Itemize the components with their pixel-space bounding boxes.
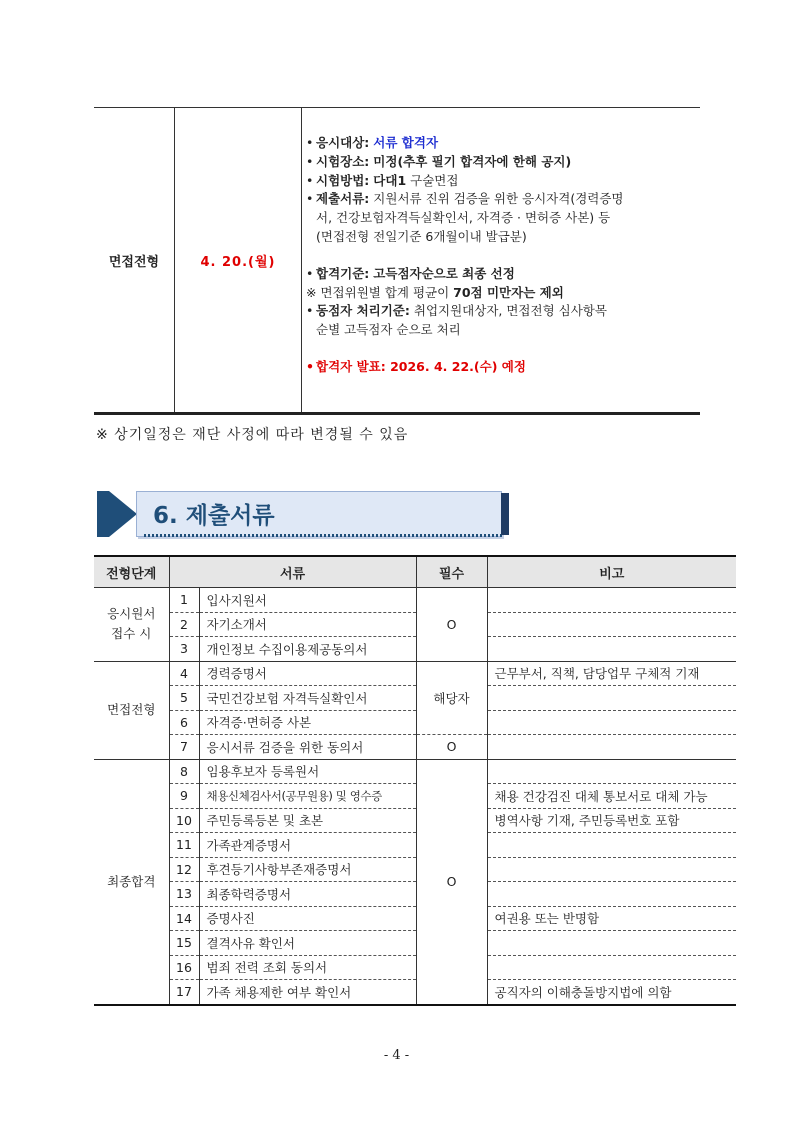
document-name: 자격증·면허증 사본	[199, 710, 416, 735]
document-name: 임용후보자 등록원서	[199, 759, 416, 784]
docs-value-1: 지원서류 진위 검증을 위한 응시자격(경력증명	[373, 191, 624, 207]
document-name: 경력증명서	[199, 661, 416, 686]
criteria-line	[306, 265, 696, 284]
remark-cell	[487, 955, 736, 980]
remark-cell: 병역사항 기재, 주민등록번호 포함	[487, 808, 736, 833]
target-value: 서류 합격자	[373, 135, 439, 150]
bullet: •	[306, 265, 314, 281]
tie-line	[306, 302, 696, 321]
table-row	[94, 808, 736, 833]
document-name: 채용신체검사서(공무원용) 및 영수증	[199, 784, 416, 809]
interview-date-cell: 4. 20.(월)	[175, 108, 302, 412]
criteria-label: 합격기준:	[316, 265, 370, 281]
remark-cell: 공직자의 이해충돌방지법에 의함	[487, 980, 736, 1005]
remark-cell: 근무부서, 직책, 담당업무 구체적 기재	[487, 661, 736, 686]
document-name: 가족관계증명서	[199, 833, 416, 858]
row-number: 12	[169, 857, 199, 882]
tie-value-2: 순별 고득점자 순으로 처리	[316, 322, 461, 338]
remark-cell	[487, 931, 736, 956]
section-arrow-icon	[109, 491, 137, 537]
document-name: 범죄 전력 조회 동의서	[199, 955, 416, 980]
row-number: 2	[169, 612, 199, 637]
docs-label: 제출서류:	[316, 191, 370, 207]
required-cell: O	[416, 759, 487, 1005]
remark-cell	[487, 882, 736, 907]
document-name: 증명사진	[199, 906, 416, 931]
section-arrow-bar	[97, 491, 109, 537]
table-row	[94, 661, 736, 686]
venue-line	[306, 153, 696, 172]
section-title: 6. 제출서류	[153, 503, 275, 529]
document-name: 응시서류 검증을 위한 동의서	[199, 735, 416, 760]
remark-cell	[487, 588, 736, 613]
interview-stage-cell: 면접전형	[94, 108, 175, 412]
table-row	[94, 784, 736, 809]
stage-cell-application	[94, 588, 169, 662]
exclude-bold: 70점 미만자는 제외	[453, 284, 564, 300]
section-dotted-rule	[144, 534, 502, 537]
required-cell: O	[416, 588, 487, 662]
row-number: 10	[169, 808, 199, 833]
remark-cell	[487, 686, 736, 711]
remark-cell	[487, 710, 736, 735]
interview-schedule-table	[94, 107, 700, 415]
section-side-bar	[501, 493, 509, 535]
table-header-row	[94, 556, 736, 588]
exclude-line	[306, 284, 696, 303]
tie-value-1: 취업지원대상자, 면접전형 심사항목	[413, 303, 607, 319]
bullet: •	[306, 303, 314, 319]
page-number: - 4 -	[383, 1048, 410, 1063]
bullet: •	[306, 172, 314, 188]
method-value: 구술면접	[410, 172, 459, 188]
documents-table	[94, 555, 736, 1006]
document-name: 후견등기사항부존재증명서	[199, 857, 416, 882]
row-number: 17	[169, 980, 199, 1005]
document-name: 자기소개서	[199, 612, 416, 637]
section-header	[136, 491, 502, 537]
document-name: 주민등록등본 및 초본	[199, 808, 416, 833]
table-row	[94, 612, 736, 637]
remark-cell	[487, 759, 736, 784]
bullet: •	[306, 153, 314, 169]
remark-cell: 여권용 또는 반명함	[487, 906, 736, 931]
stage-cell-interview: 면접전형	[94, 661, 169, 759]
remark-cell	[487, 857, 736, 882]
announce-line	[306, 358, 696, 377]
row-number: 5	[169, 686, 199, 711]
header-required: 필수	[416, 556, 487, 588]
table-row	[94, 710, 736, 735]
document-name: 국민건강보험 자격득실확인서	[199, 686, 416, 711]
announce-text: 합격자 발표: 2026. 4. 22.(수) 예정	[316, 358, 526, 374]
row-number: 7	[169, 735, 199, 760]
reference-mark: ※	[306, 284, 317, 300]
row-number: 4	[169, 661, 199, 686]
table-row	[94, 759, 736, 784]
stage-cell-final: 최종합격	[94, 759, 169, 1005]
row-number: 1	[169, 588, 199, 613]
required-cell: 해당자	[416, 661, 487, 735]
bullet: •	[306, 135, 314, 150]
row-number: 13	[169, 882, 199, 907]
tie-label: 동점자 처리기준:	[316, 303, 410, 319]
docs-line	[306, 190, 696, 209]
method-label: 시험방법:	[316, 172, 370, 188]
exclude-text: 면접위원별 합계 평균이	[320, 284, 450, 300]
docs-value-3: (면접전형 전일기준 6개월이내 발급분)	[316, 228, 527, 244]
row-number: 6	[169, 710, 199, 735]
row-number: 11	[169, 833, 199, 858]
row-number: 9	[169, 784, 199, 809]
table-row	[94, 931, 736, 956]
remark-cell	[487, 612, 736, 637]
bullet: •	[306, 191, 314, 207]
table-row	[94, 906, 736, 931]
header-remark: 비고	[487, 556, 736, 588]
method-value-bold: 다대1	[373, 172, 407, 188]
header-document: 서류	[169, 556, 416, 588]
bullet: •	[306, 358, 314, 374]
venue-value: 미정(추후 필기 합격자에 한해 공지)	[373, 153, 572, 169]
header-stage: 전형단계	[94, 556, 169, 588]
row-number: 15	[169, 931, 199, 956]
interview-details	[306, 134, 696, 377]
docs-value-2: 서, 건강보험자격득실확인서, 자격증 · 면허증 사본) 등	[316, 210, 611, 226]
table-row	[94, 686, 736, 711]
target-label: 응시대상:	[316, 135, 370, 150]
row-number: 3	[169, 637, 199, 662]
document-name: 개인정보 수집이용제공동의서	[199, 637, 416, 662]
table-row	[94, 637, 736, 662]
remark-cell	[487, 637, 736, 662]
remark-cell	[487, 735, 736, 760]
stage-line: 응시원서	[107, 606, 156, 622]
table-row	[94, 882, 736, 907]
required-cell: O	[416, 735, 487, 760]
venue-label: 시험장소:	[316, 153, 370, 169]
document-name: 최종학력증명서	[199, 882, 416, 907]
table-row	[94, 980, 736, 1005]
table-row	[94, 735, 736, 760]
row-number: 14	[169, 906, 199, 931]
criteria-value: 고득점자순으로 최종 선정	[373, 265, 515, 281]
document-name: 가족 채용제한 여부 확인서	[199, 980, 416, 1005]
document-name: 결격사유 확인서	[199, 931, 416, 956]
table-row	[94, 857, 736, 882]
document-name: 입사지원서	[199, 588, 416, 613]
target-line	[306, 134, 696, 153]
remark-cell: 채용 건강검진 대체 통보서로 대체 가능	[487, 784, 736, 809]
row-number: 8	[169, 759, 199, 784]
schedule-note: ※ 상기일정은 재단 사정에 따라 변경될 수 있음	[96, 427, 409, 443]
table-row	[94, 955, 736, 980]
remark-cell	[487, 833, 736, 858]
row-number: 16	[169, 955, 199, 980]
stage-line: 접수 시	[111, 626, 152, 642]
method-line	[306, 172, 696, 191]
table-row	[94, 833, 736, 858]
table-row	[94, 588, 736, 613]
